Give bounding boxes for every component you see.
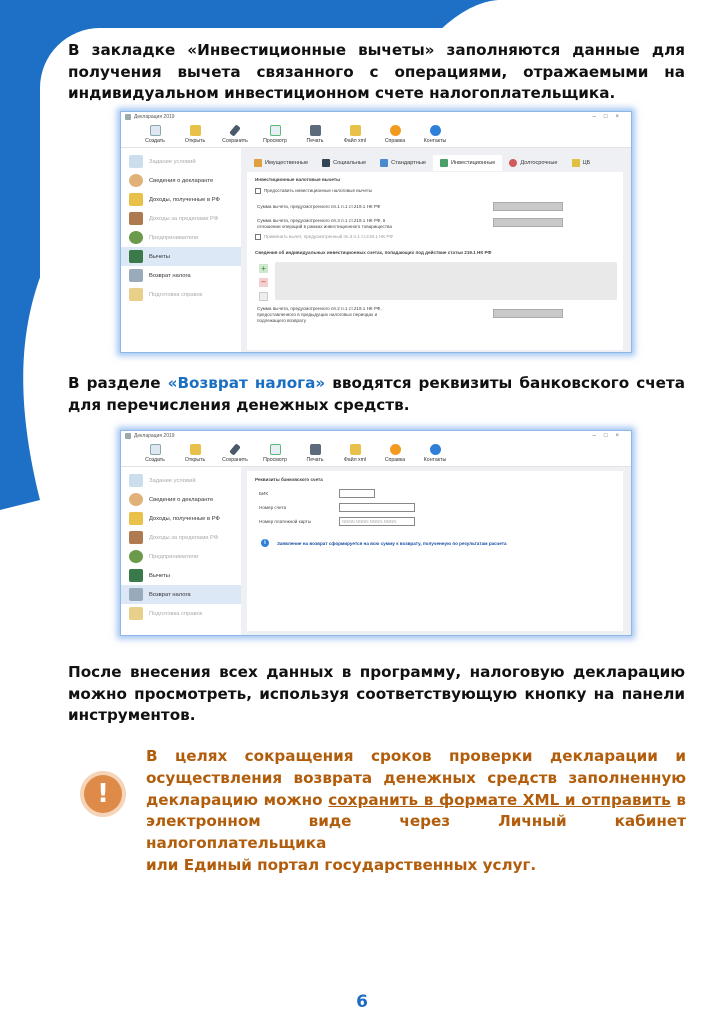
tab-investment[interactable] [433,155,502,171]
toolbar-label: Печать [306,457,324,463]
print-button[interactable] [295,125,335,147]
app-title: Декларация 2019 [134,433,175,439]
app-titlebar [121,431,631,441]
paragraph-refund-section [68,373,685,416]
paragraph-line: можно просмотреть, используя соответствующую кнопку на панели [68,684,685,703]
xml-folder-icon [350,444,361,455]
sidebar-item-deductions[interactable] [121,566,241,585]
iis-section-title: Сведения об индивидуальных инвестиционных счетах, попадающих под действие статьи 219.1 НК РФ [255,250,492,255]
app-icon [125,114,131,120]
sidebar-item-declarant[interactable] [121,490,241,509]
investment-panel [247,172,623,350]
person-icon [129,493,143,506]
sidebar-item-certificates[interactable] [121,285,241,304]
toolbar-label: Просмотр [263,457,287,463]
tab-standard[interactable] [373,155,433,171]
person-icon [129,174,143,187]
sidebar-item-conditions[interactable] [121,471,241,490]
refund-icon [129,269,143,282]
edit-row-button[interactable] [259,292,268,301]
conditions-icon [129,474,143,487]
toolbar-label: Сохранить [222,138,248,144]
conditions-icon [129,155,143,168]
sidebar-item-income-rf[interactable] [121,509,241,528]
sidebar-item-income-abroad[interactable] [121,528,241,547]
sidebar-item-income-abroad[interactable] [121,209,241,228]
paragraph-line: для перечисления денежных средств. [68,395,410,414]
sidebar-item-label: Доходы, полученные в РФ [149,196,220,203]
printer-icon [310,444,321,455]
certificate-icon [129,288,143,301]
entrepreneur-icon [129,550,143,563]
entrepreneur-icon [129,231,143,244]
chart-icon [440,159,448,167]
app-toolbar [121,441,631,467]
longterm-icon [509,159,517,167]
tab-securities[interactable] [565,155,598,171]
text: в [676,790,687,809]
help-button[interactable] [375,444,415,466]
toolbar-label: Просмотр [263,138,287,144]
info-icon [430,444,441,455]
toolbar-label: Справка [384,457,406,463]
paragraph-preview-declaration [68,662,685,727]
text: В разделе [68,374,161,392]
preview-icon [270,125,281,136]
section-title: Реквизиты банковского счета [255,477,323,482]
new-document-icon [150,125,161,136]
window-controls[interactable]: –□× [592,433,627,439]
sidebar-item-label: Задание условий [149,477,196,484]
app-main [241,467,631,636]
sidebar-item-refund[interactable] [121,266,241,285]
sidebar-item-label: Задание условий [149,158,196,165]
sidebar-item-label: Предприниматели [149,553,199,560]
usb-save-icon [229,443,241,455]
toolbar-label: Контакты [423,457,447,463]
exclamation-glyph: ! [84,775,122,813]
field-label [257,218,392,230]
paragraph-line: индивидуальном инвестиционном счете налогоплательщика. [68,84,616,102]
checkbox-label: Предоставить инвестиционные налоговые вычеты [264,188,373,194]
toolbar-label: Создать [145,138,165,144]
paragraph-investment-deductions [68,40,685,105]
sidebar-item-certificates[interactable] [121,604,241,623]
sidebar-item-declarant[interactable] [121,171,241,190]
sidebar-item-label: Вычеты [149,572,170,579]
note-line: осуществления возврата денежных средств заполненную [146,768,686,787]
paragraph-line: получения вычета связанного с операциями, отражаемыми на [68,62,685,81]
app-titlebar [121,112,631,122]
folder-icon [190,444,201,455]
deduction-amount-1-input[interactable] [493,202,563,211]
preview-button[interactable] [255,444,295,466]
account-input[interactable] [339,503,415,512]
text: вводятся реквизиты банковского счета [332,374,685,392]
sidebar-item-label: Доходы за пределами РФ [149,215,219,222]
wallet-icon [129,531,143,544]
create-button[interactable] [135,125,175,147]
tab-label: Социальные [333,160,367,166]
certificate-icon [129,607,143,620]
sidebar-item-label: Возврат налога [149,591,191,598]
sidebar-item-label: Сведения о декларанте [149,177,214,184]
toolbar-label: Сохранить [222,457,248,463]
sidebar-item-label: Сведения о декларанте [149,496,214,503]
securities-icon [572,159,580,167]
app-title: Декларация 2019 [134,114,175,120]
sidebar-item-label: Подготовка справок [149,291,203,298]
toolbar-label: Справка [384,138,406,144]
tab-label: Долгосрочные [520,160,558,166]
sidebar-item-refund[interactable] [121,585,241,604]
exclamation-icon [80,771,126,817]
checkbox-label: Применить вычет, предусмотренный пп.3 п.1 ст.219.1 НК РФ [264,234,393,240]
tab-label: Стандартные [391,160,426,166]
xml-file-button[interactable] [335,444,375,466]
sidebar-item-label: Вычеты [149,253,170,260]
create-button[interactable] [135,444,175,466]
highlight-text: «Возврат налога» [167,374,326,392]
sidebar-item-label: Возврат налога [149,272,191,279]
sidebar-item-entrepreneurs[interactable] [121,547,241,566]
refund-info-text: Заявление на возврат сформируется на всю сумму к возврату, полученную по результатам расчета [277,541,507,546]
bank-details-panel [247,471,623,631]
field-label [257,306,382,324]
app-main [241,148,631,353]
field-label-line: Сумма вычета, предусмотренного пп.2 п.1 ст.219.1 НК РФ, [257,306,382,311]
note-line [146,790,686,812]
toolbar-label: Открыть [184,457,206,463]
remove-row-button[interactable]: – [259,278,268,287]
open-button[interactable] [175,444,215,466]
toolbar-label: Файл xml [343,138,367,144]
calculator-icon [129,250,143,263]
toolbar-label: Файл xml [343,457,367,463]
save-button[interactable] [215,444,255,466]
coins-icon [129,512,143,525]
printer-icon [310,125,321,136]
app-sidebar [121,467,241,636]
bik-input[interactable] [339,489,375,498]
bik-label: БИК [259,491,268,496]
paragraph-line: После внесения всех данных в программу, налоговую декларацию [68,663,685,681]
card-mask-text: NNNN NNNN NNNN NNNN [342,519,397,524]
sidebar-item-deductions[interactable] [121,247,241,266]
toolbar-label: Печать [306,138,324,144]
provide-deduction-checkbox-row[interactable] [255,188,372,194]
xml-file-button[interactable] [335,125,375,147]
sidebar-item-label: Доходы за пределами РФ [149,534,219,541]
contacts-button[interactable] [415,444,455,466]
paragraph-line: инструментов. [68,706,196,724]
tab-property[interactable] [247,155,315,171]
add-row-button[interactable]: + [259,264,268,273]
app-sidebar [121,148,241,353]
coins-icon [129,193,143,206]
deduction-amount-3-input[interactable] [493,309,563,318]
tab-label: Имущественные [265,160,309,166]
underlined-text: сохранить в формате XML и отправить [328,790,671,809]
paragraph-line [68,373,685,395]
note-xml-submission [146,746,686,877]
apply-deduction-checkbox-row[interactable] [255,234,393,240]
tab-longterm[interactable] [502,155,564,171]
checkbox[interactable] [255,188,261,194]
deduction-amount-2-input[interactable] [493,218,563,227]
open-button[interactable] [175,125,215,147]
contacts-button[interactable] [415,125,455,147]
toolbar-label: Открыть [184,138,206,144]
house-icon [254,159,262,167]
help-button[interactable] [375,125,415,147]
deduction-tabs [247,154,623,172]
app-screenshot-investment [120,111,632,353]
toolbar-label: Создать [145,457,165,463]
help-icon [390,125,401,136]
new-document-icon [150,444,161,455]
note-line: или Единый портал государственных услуг. [146,855,537,874]
app-icon [125,433,131,439]
account-label: Номер счета [259,505,287,510]
folder-icon [190,125,201,136]
social-icon [322,159,330,167]
text: декларацию можно [146,790,323,809]
page-number: 6 [356,992,368,1012]
field-label-line: подлежащего возврату [257,318,307,323]
sidebar-item-label: Предприниматели [149,234,199,241]
wallet-icon [129,212,143,225]
help-icon [390,444,401,455]
tab-social[interactable] [315,155,373,171]
xml-folder-icon [350,125,361,136]
toolbar-label: Контакты [423,138,447,144]
note-line: электронном виде через Личный кабинет налогоплательщика [146,812,686,853]
sidebar-item-entrepreneurs[interactable] [121,228,241,247]
sidebar-item-conditions[interactable] [121,152,241,171]
field-label-line: отношении операций в рамках инвестиционного товарищества [257,224,392,229]
calculator-icon [129,569,143,582]
app-body [121,467,631,636]
card-input[interactable] [339,517,415,526]
field-label-line: Сумма вычета, предусмотренного пп.3 п.1 ст.219.1 НК РФ, в [257,218,386,223]
app-body [121,148,631,353]
info-icon: i [261,539,269,547]
preview-button[interactable] [255,125,295,147]
usb-save-icon [229,124,241,136]
paragraph-line: В закладке «Инвестиционные вычеты» заполняются данные для [68,41,685,59]
card-label: Номер платежной карты [259,519,312,524]
info-icon [430,125,441,136]
app-toolbar [121,122,631,148]
sidebar-item-label: Подготовка справок [149,610,203,617]
refund-icon [129,588,143,601]
sidebar-item-income-rf[interactable] [121,190,241,209]
print-button[interactable] [295,444,335,466]
window-controls[interactable]: –□× [592,114,627,120]
iis-table[interactable] [275,262,617,300]
tab-label: ЦБ [582,160,591,166]
standard-icon [380,159,388,167]
save-button[interactable] [215,125,255,147]
tab-label: Инвестиционные [450,160,496,166]
sidebar-item-label: Доходы, полученные в РФ [149,515,220,522]
section-title: Инвестиционные налоговые вычеты [255,177,341,182]
field-label-line: предоставленного в предыдущих налоговых периодах и [257,312,378,317]
field-label: Сумма вычета, предусмотренного пп.1 п.1 ст.219.1 НК РФ [257,204,381,209]
note-line: В целях сокращения сроков проверки декларации и [146,747,686,765]
checkbox[interactable] [255,234,261,240]
preview-icon [270,444,281,455]
app-screenshot-refund [120,430,632,636]
